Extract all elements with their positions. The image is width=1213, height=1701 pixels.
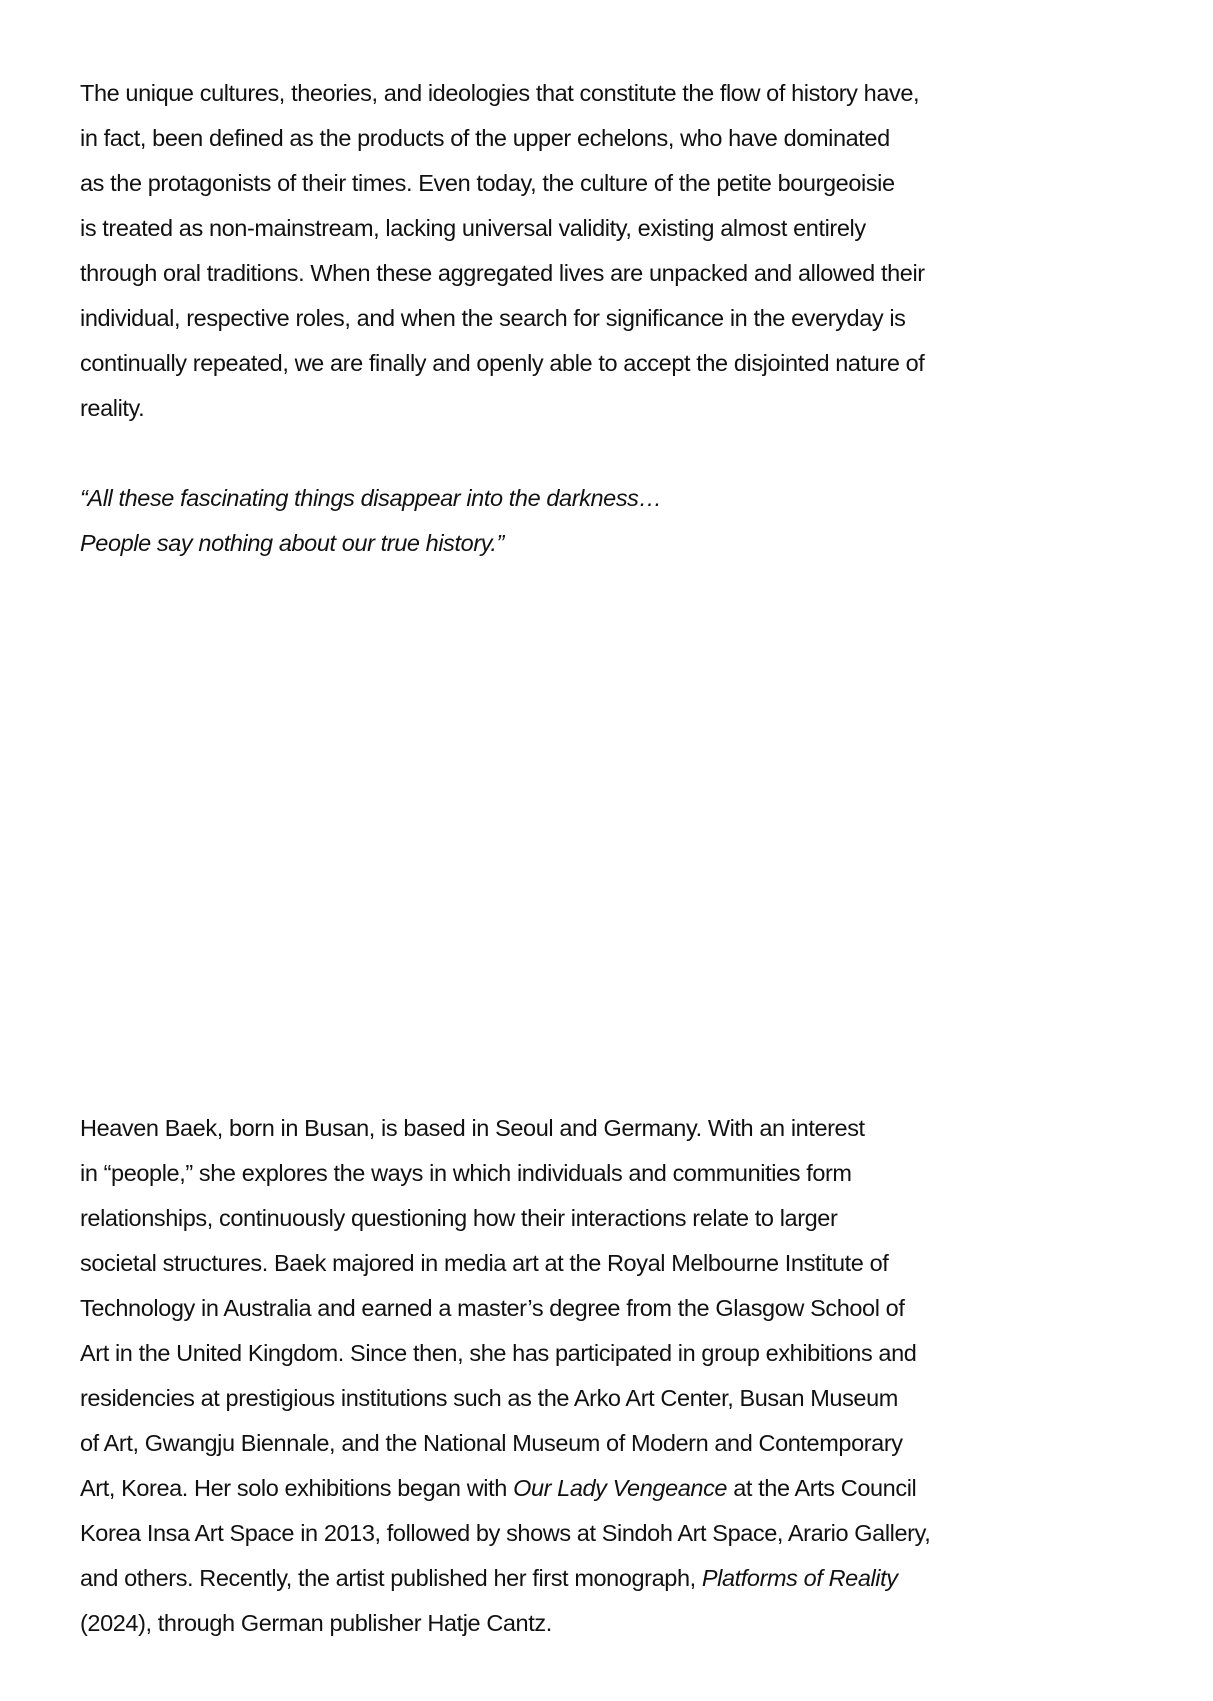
- bio-line: Heaven Baek, born in Busan, is based in Seoul and Germany. With an interest: [80, 1115, 865, 1141]
- bio-text: at the Arts Council: [727, 1475, 917, 1501]
- bio-paragraph: [80, 1106, 1150, 1646]
- intro-line: reality.: [80, 395, 145, 421]
- bio-line: residencies at prestigious institutions such as the Arko Art Center, Busan Museum: [80, 1385, 898, 1411]
- intro-line: is treated as non-mainstream, lacking universal validity, existing almost entirely: [80, 215, 866, 241]
- intro-line: in fact, been defined as the products of the upper echelons, who have dominated: [80, 125, 890, 151]
- intro-line: The unique cultures, theories, and ideologies that constitute the flow of history have,: [80, 80, 920, 106]
- quote-block: [80, 476, 1150, 566]
- quote-line: People say nothing about our true history.”: [80, 530, 504, 556]
- monograph-title: Platforms of Reality: [701, 1565, 898, 1591]
- bio-line: [80, 1466, 1150, 1511]
- bio-line: Korea Insa Art Space in 2013, followed by shows at Sindoh Art Space, Arario Gallery,: [80, 1520, 931, 1546]
- bio-line: relationships, continuously questioning how their interactions relate to larger: [80, 1205, 838, 1231]
- bio-line: Technology in Australia and earned a master’s degree from the Glasgow School of: [80, 1295, 905, 1321]
- bio-line: societal structures. Baek majored in media art at the Royal Melbourne Institute of: [80, 1250, 889, 1276]
- exhibition-title: Our Lady Vengeance: [513, 1475, 728, 1501]
- bio-text: and others. Recently, the artist published her first monograph,: [80, 1565, 702, 1591]
- bio-line: of Art, Gwangju Biennale, and the National Museum of Modern and Contemporary: [80, 1430, 903, 1456]
- bio-line: [80, 1556, 1150, 1601]
- intro-line: through oral traditions. When these aggregated lives are unpacked and allowed their: [80, 260, 925, 286]
- intro-line: as the protagonists of their times. Even today, the culture of the petite bourgeoisie: [80, 170, 895, 196]
- bio-line: Art in the United Kingdom. Since then, she has participated in group exhibitions and: [80, 1340, 917, 1366]
- intro-line: continually repeated, we are finally and openly able to accept the disjointed nature of: [80, 350, 925, 376]
- intro-line: individual, respective roles, and when the search for significance in the everyday is: [80, 305, 906, 331]
- bio-text: Art, Korea. Her solo exhibitions began with: [80, 1475, 514, 1501]
- bio-line: in “people,” she explores the ways in which individuals and communities form: [80, 1160, 852, 1186]
- bio-line: (2024), through German publisher Hatje Cantz.: [80, 1610, 552, 1636]
- intro-paragraph: [80, 71, 1150, 431]
- quote-line: “All these fascinating things disappear into the darkness…: [80, 485, 662, 511]
